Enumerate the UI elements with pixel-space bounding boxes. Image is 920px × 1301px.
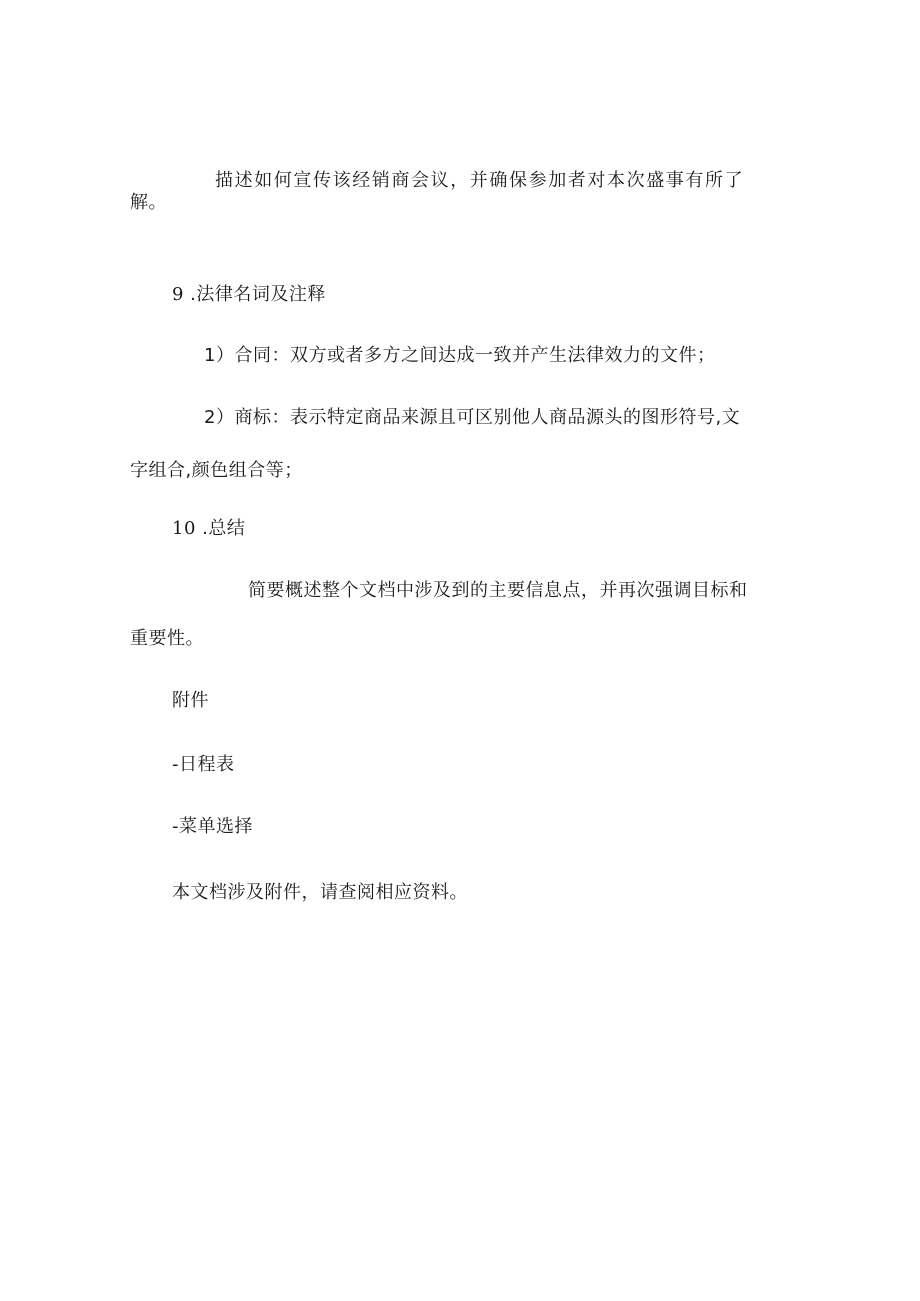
summary-paragraph-line2: 重要性。 xyxy=(130,628,204,649)
section-9-heading xyxy=(172,282,326,308)
section-10-number: 10 xyxy=(172,518,196,539)
promotion-paragraph-line2: 解。 xyxy=(130,192,167,213)
closing-note: 本文档涉及附件，请查阅相应资料。 xyxy=(172,882,468,903)
section-10-heading xyxy=(172,516,245,542)
summary-paragraph-line1: 简要概述整个文档中涉及到的主要信息点，并再次强调目标和 xyxy=(248,580,748,601)
attachment-item-menu: -菜单选择 xyxy=(172,816,253,837)
attachments-heading: 附件 xyxy=(172,690,209,711)
section-9-number: 9 xyxy=(172,284,184,305)
term-trademark-line2: 字组合,颜色组合等； xyxy=(130,460,303,481)
term-trademark-line1: 2）商标：表示特定商品来源且可区别他人商品源头的图形符号,文 xyxy=(204,407,741,428)
attachment-item-schedule: -日程表 xyxy=(172,754,235,775)
promotion-paragraph-line1: 描述如何宣传该经销商会议，并确保参加者对本次盛事有所了 xyxy=(215,170,745,191)
term-contract: 1）合同：双方或者多方之间达成一致并产生法律效力的文件； xyxy=(204,345,716,366)
section-10-title: .总结 xyxy=(195,518,246,539)
section-9-title: .法律名词及注释 xyxy=(183,284,326,305)
